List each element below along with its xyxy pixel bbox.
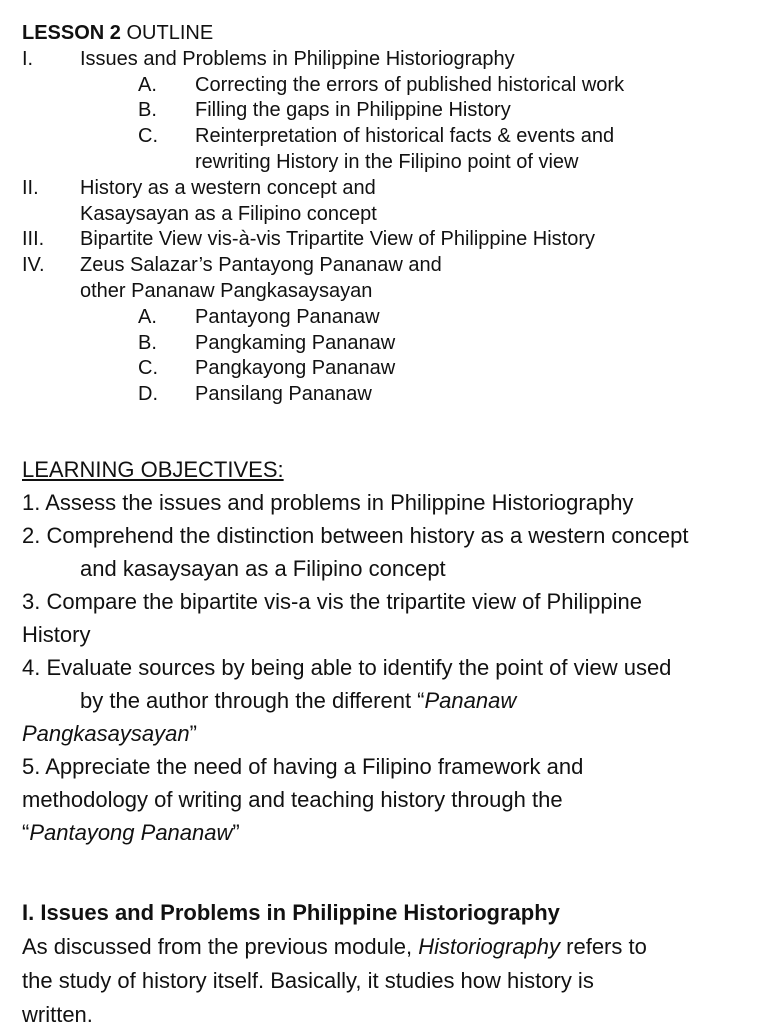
outline-item-ii-continued — [22, 202, 742, 228]
outline-letter: A. — [138, 73, 157, 96]
objective-4-italic-2: Pangkasaysayan — [22, 721, 190, 746]
outline-text: Pantayong Pananaw — [195, 305, 380, 328]
outline-item-iv-d — [22, 382, 742, 408]
outline-item-i — [22, 47, 742, 73]
outline-text: other Pananaw Pangkasaysayan — [80, 279, 373, 302]
outline-number: IV. — [22, 254, 45, 277]
outline-text: Bipartite View vis-à-vis Tripartite View of Philippine History — [80, 228, 596, 251]
section-1 — [22, 896, 752, 1024]
outline-item-i-c-continued — [22, 150, 742, 176]
objective-2: 2. Comprehend the distinction between history as a western concept — [22, 523, 689, 548]
paragraph-italic: Historiography — [418, 934, 561, 959]
objective-4-italic: Pananaw — [424, 688, 517, 713]
objective-2-continued: and kasaysayan as a Filipino concept — [80, 556, 446, 581]
lesson-title-rest: OUTLINE — [120, 22, 214, 44]
outline-item-i-c — [22, 124, 742, 150]
outline-item-i-a — [22, 73, 742, 99]
objective-4-continued — [22, 684, 752, 717]
objective-5-italic: Pantayong Pananaw — [29, 820, 233, 845]
objective-5: 5. Appreciate the need of having a Filipino framework and — [22, 754, 584, 779]
paragraph-plain: As discussed from the previous module, — [22, 934, 419, 959]
outline-letter: B. — [138, 331, 157, 354]
section-1-title: I. Issues and Problems in Philippine Historiography — [22, 900, 560, 925]
outline-item-iv-b — [22, 331, 742, 357]
objective-4-plain: by the author through the different “ — [80, 688, 425, 713]
objectives-heading: LEARNING OBJECTIVES: — [22, 457, 284, 482]
lesson-title-bold: LESSON 2 — [22, 22, 121, 44]
objective-3-continued: History — [22, 622, 91, 647]
objective-5-close-quote: ” — [232, 820, 240, 845]
learning-objectives — [22, 453, 752, 849]
objective-5-open-quote: “ — [22, 820, 30, 845]
outline-text: Zeus Salazar’s Pantayong Pananaw and — [80, 254, 442, 277]
outline-item-i-b — [22, 98, 742, 124]
outline-number: III. — [22, 228, 45, 251]
objective-4-close-quote: ” — [189, 721, 197, 746]
outline-letter: A. — [138, 305, 157, 328]
objective-3: 3. Compare the bipartite vis-a vis the tripartite view of Philippine — [22, 589, 642, 614]
outline-letter: C. — [138, 125, 158, 148]
section-1-paragraph-line-3: written. — [22, 1002, 93, 1024]
outline-letter: C. — [138, 357, 158, 380]
objective-5-continued: methodology of writing and teaching history through the — [22, 787, 563, 812]
outline-text: Issues and Problems in Philippine Historiography — [80, 47, 515, 70]
outline-text: Pangkayong Pananaw — [195, 357, 396, 380]
outline-text: Pangkaming Pananaw — [195, 331, 396, 354]
outline-item-ii — [22, 176, 742, 202]
outline-item-iv-c — [22, 356, 742, 382]
outline-number: II. — [22, 176, 39, 199]
objective-1: 1. Assess the issues and problems in Philippine Historiography — [22, 490, 634, 515]
outline-letter: D. — [138, 383, 158, 406]
outline-item-iv — [22, 253, 742, 279]
outline-text: Filling the gaps in Philippine History — [195, 99, 511, 122]
outline-item-iii — [22, 227, 742, 253]
lesson-title — [22, 21, 742, 47]
section-1-paragraph-line-1 — [22, 930, 752, 964]
lesson-outline — [22, 21, 742, 408]
outline-text: Correcting the errors of published historical work — [195, 73, 625, 96]
outline-text: Reinterpretation of historical facts & events and — [195, 125, 615, 148]
outline-text: History as a western concept and — [80, 176, 376, 199]
objective-5-continued-2 — [22, 816, 752, 849]
outline-item-iv-a — [22, 305, 742, 331]
objective-4-continued-2 — [22, 717, 752, 750]
objective-4: 4. Evaluate sources by being able to identify the point of view used — [22, 655, 672, 680]
outline-letter: B. — [138, 99, 157, 122]
outline-number: I. — [22, 47, 34, 70]
paragraph-rest: refers to — [560, 934, 647, 959]
outline-item-iv-continued — [22, 279, 742, 305]
outline-text: Pansilang Pananaw — [195, 383, 372, 406]
section-1-paragraph-line-2: the study of history itself. Basically, it studies how history is — [22, 968, 594, 993]
outline-text: Kasaysayan as a Filipino concept — [80, 202, 377, 225]
outline-text: rewriting History in the Filipino point of view — [195, 150, 579, 173]
